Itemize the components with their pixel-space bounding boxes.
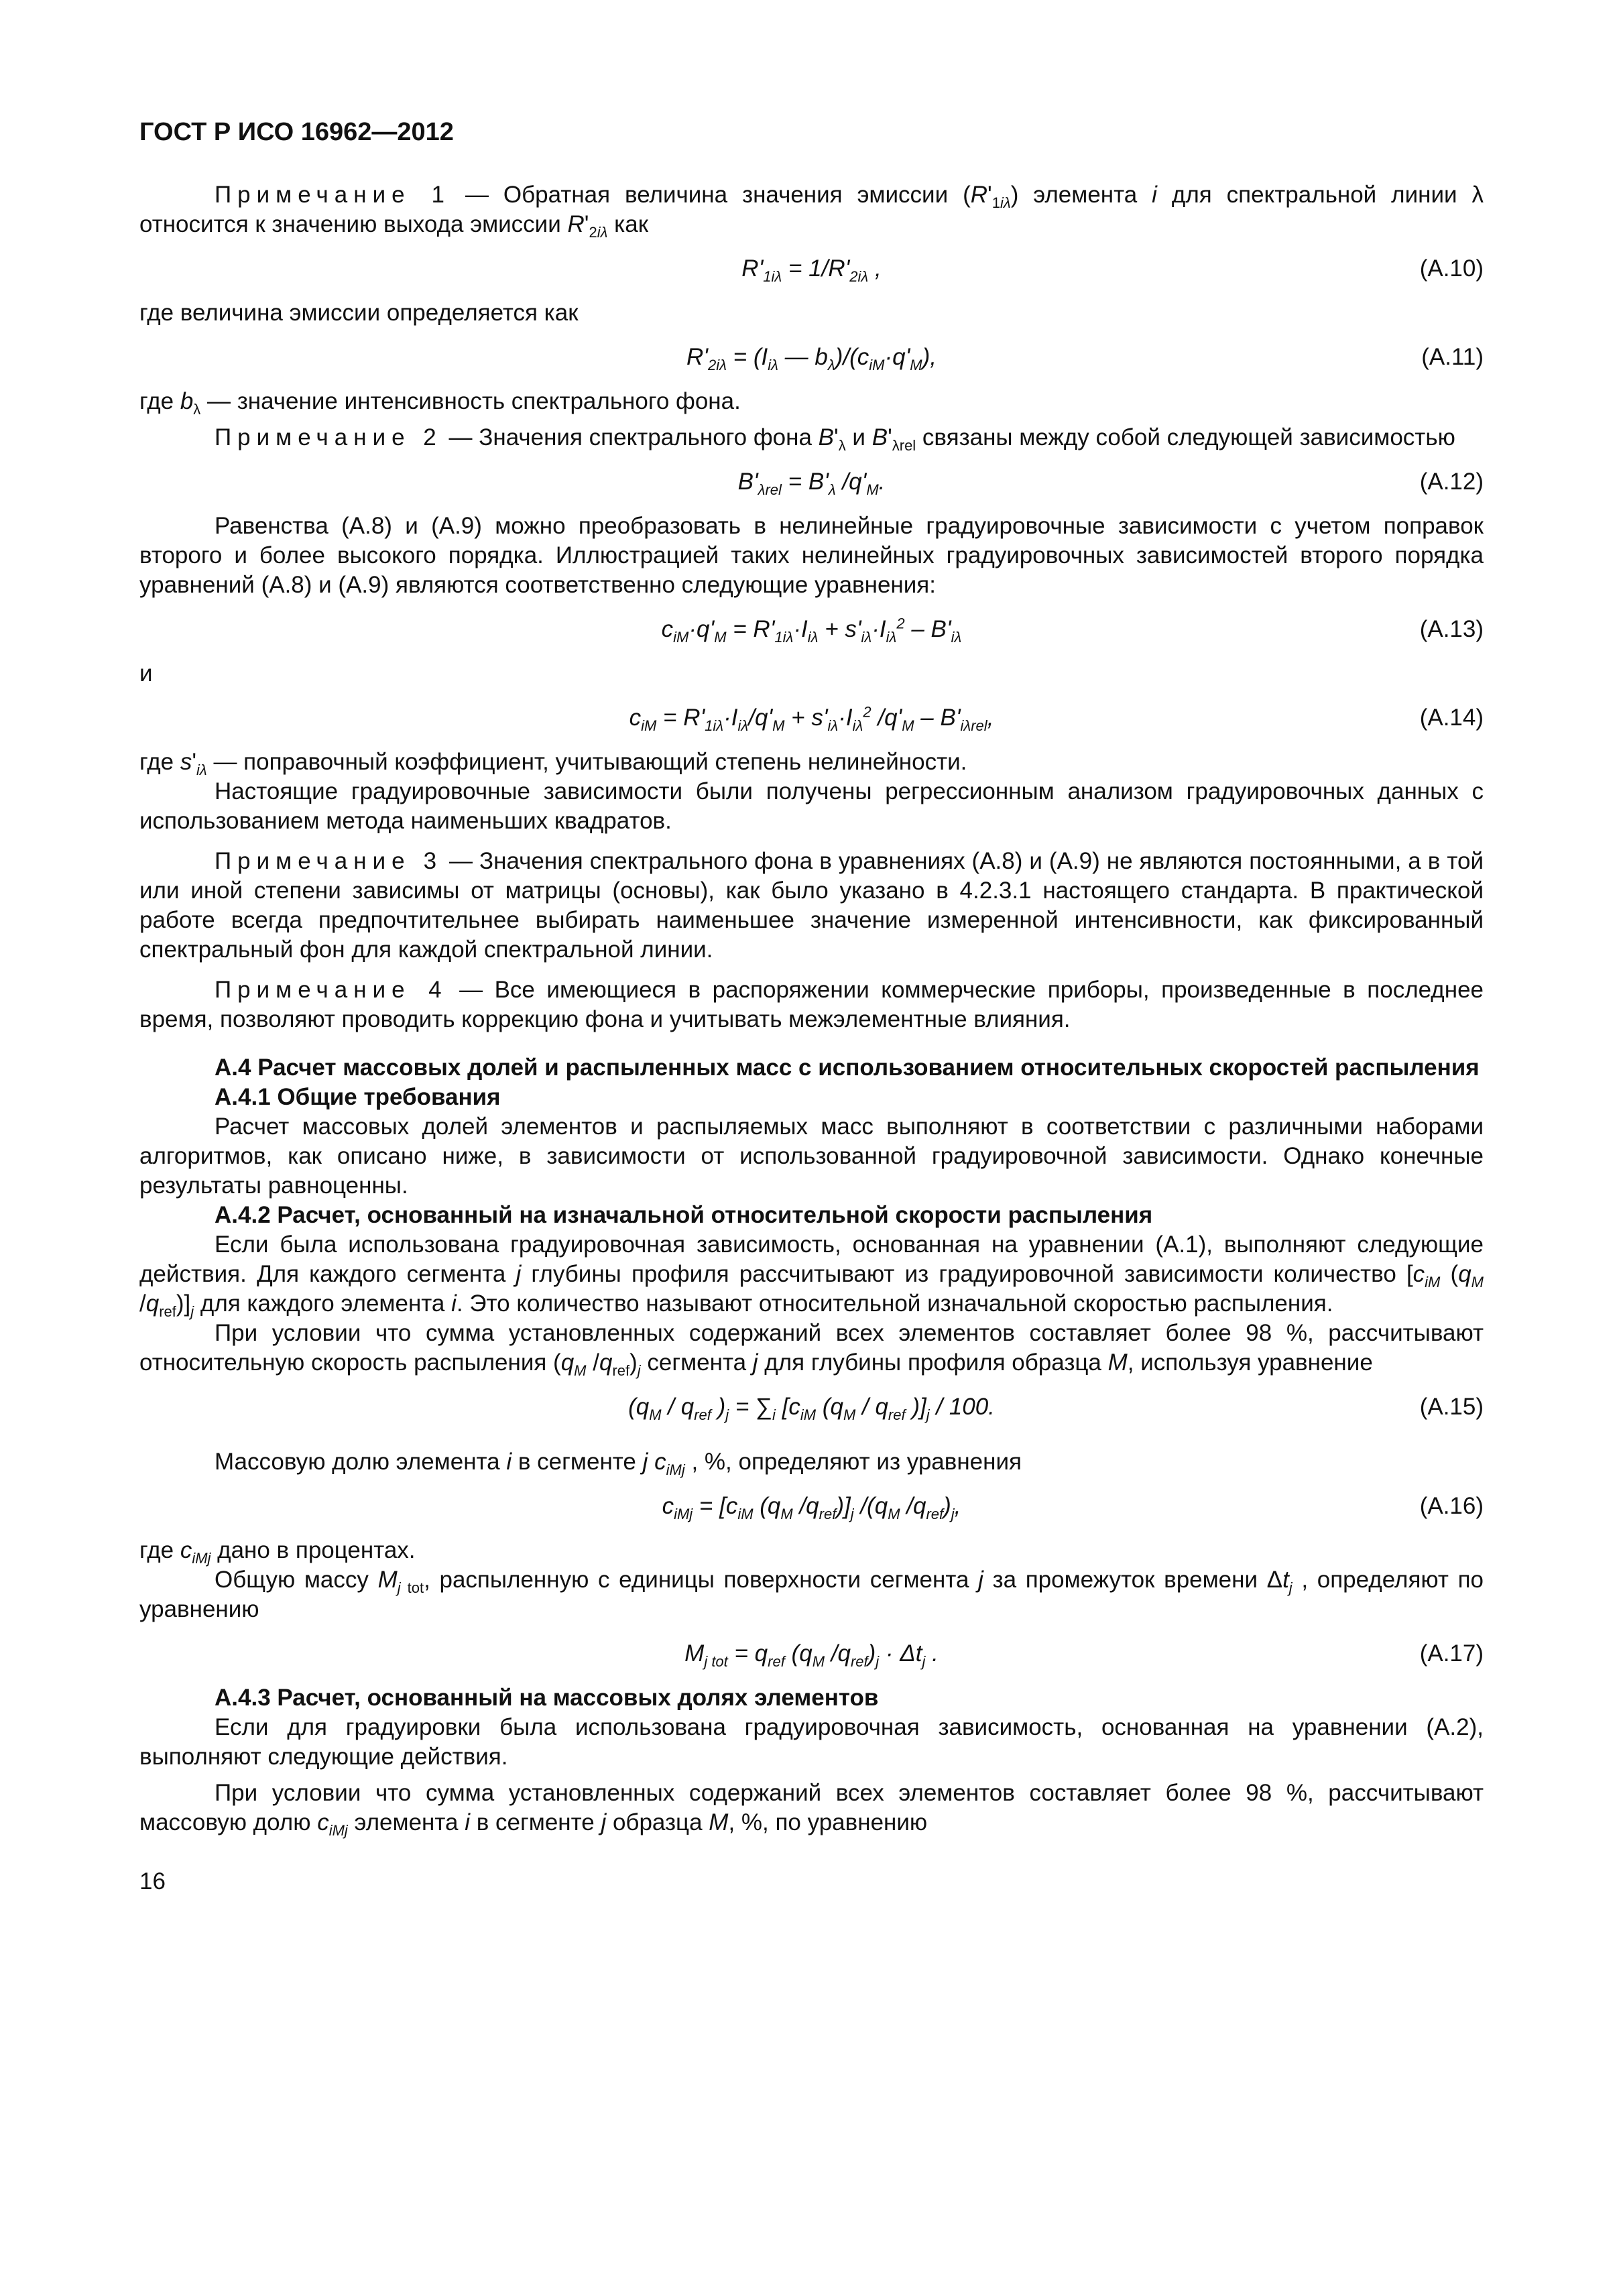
note-text: — Значения спектрального фона $B'_\lambda$ и $B'_{\lambda rel}$ связаны между собой следующей зависимостью (442, 424, 1455, 454)
section-heading-a42: А.4.2 Расчет, основанный на изначальной относительной скорости распыления (215, 1202, 1153, 1228)
note-4 (139, 975, 1484, 1034)
equation-formula: $R'_{2i\lambda} = (I_{i\lambda}$ — $b_\lambda)/(c_{iM}\cdot q'_M)$, (686, 344, 937, 373)
paragraph: Расчет массовых долей элементов и распыляемых масс выполняют в соответствии с различными наборами алгоритмов, как описано ниже, в зависимости от использованной градуировочной зависимости. Однако конечные результаты равноценны. (139, 1113, 1484, 1199)
note-label: Примечание 4 (215, 977, 448, 1003)
equation-a16 (139, 1492, 1484, 1521)
paragraph: Равенства (А.8) и (А.9) можно преобразовать в нелинейные градуировочные зависимости с учетом поправок второго и более высокого порядка. Иллюстрацией таких нелинейных градуировочных зависимостей второго порядка уравнений (А.8) и (А.9) являются соответственно следующие уравнения: (139, 513, 1484, 598)
paragraph: и (139, 660, 153, 686)
section-heading-a41: А.4.1 Общие требования (215, 1084, 501, 1110)
note-2 (139, 423, 1484, 452)
paragraph: Общую массу $M_{j tot}$, распыленную с единицы поверхности сегмента j за промежуток времени $\Delta t_j$ , определяют по уравнению (139, 1567, 1484, 1622)
document-header: ГОСТ Р ИСО 16962—2012 (139, 118, 454, 146)
paragraph: Если для градуировки была использована градуировочная зависимость, основанная на уравнении (А.2), выполняют следующие действия. (139, 1714, 1484, 1770)
note-text: — Значения спектрального фона в уравнениях (А.8) и (А.9) не являются постоянными, а в той или иной степени зависимы от матрицы (основы), как было указано в 4.2.3.1 настоящего стандарта. В практической работе всегда предпочтительнее выбирать наименьшее значение измеренной интенсивности, как фиксированный спектральный фон для каждой спектральной линии. (139, 848, 1484, 963)
equation-number: (А.11) (1421, 344, 1484, 370)
equation-number: (А.12) (1419, 469, 1484, 495)
equation-formula: $R'_{1i\lambda} = 1/R'_{2i\lambda}$ , (741, 255, 882, 285)
equation-number: (А.15) (1419, 1394, 1484, 1420)
equation-number: (А.16) (1419, 1493, 1484, 1519)
section-heading-a43: А.4.3 Расчет, основанный на массовых долях элементов (215, 1685, 879, 1711)
note-3 (139, 847, 1484, 965)
equation-formula: ($q_M / q_{ref}$ )$_j = \sum_i$ [$c_{iM}$ ($q_M / q_{ref}$ )]$_j / 100$. (628, 1394, 995, 1423)
note-label: Примечание 1 (215, 182, 450, 208)
equation-number: (А.14) (1419, 705, 1484, 731)
equation-number: (А.10) (1419, 255, 1484, 282)
note-label: Примечание 2 (215, 424, 442, 450)
note-label: Примечание 3 (215, 848, 443, 874)
page-number: 16 (139, 1868, 166, 1894)
paragraph: При условии что сумма установленных содержаний всех элементов составляет более 98 %, рассчитывают относительную скорость распыления ($q_M$ $/q_{ref})_j$ сегмента j для глубины профиля образца M, используя уравнение (139, 1320, 1484, 1379)
equation-formula: $c_{iM}\cdot q'_M = R'_{1i\lambda}\cdot I_{i\lambda} + s'_{i\lambda}\cdot I_{i\lambda}^2 - B'_{i\lambda}$ (661, 615, 962, 646)
paragraph: где $b_\lambda$ — значение интенсивность спектрального фона. (139, 388, 741, 418)
paragraph: Настоящие градуировочные зависимости были получены регрессионным анализом градуировочных данных с использованием метода наименьших квадратов. (139, 778, 1484, 834)
equation-formula: $c_{iM} = R'_{1i\lambda}\cdot I_{i\lambda}/q'_M + s'_{i\lambda}\cdot I_{i\lambda}^2$ $/q'_M - B'_{i\lambda rel}$, (629, 703, 994, 734)
equation-a15 (139, 1392, 1484, 1433)
equation-number: (А.13) (1419, 616, 1484, 642)
paragraph: При условии что сумма установленных содержаний всех элементов составляет более 98 %, рассчитывают массовую долю $c_{iMj}$ элемента i в сегменте j образца M, %, по уравнению (139, 1780, 1484, 1839)
equation-a11 (139, 343, 1484, 372)
section-heading-a4: А.4 Расчет массовых долей и распыленных масс с использованием относительных скоростей распыления (215, 1054, 1480, 1081)
equation-a17 (139, 1639, 1484, 1669)
equation-formula: $c_{iMj} = [c_{iM}$ ($q_M$ $/q_{ref})]_j$ $/(q_M$ $/q_{ref})_j$, (662, 1493, 961, 1522)
note-text: — Все имеющиеся в распоряжении коммерческие приборы, произведенные в последнее время, позволяют проводить коррекцию фона и учитывать межэлементные влияния. (139, 977, 1484, 1032)
paragraph: Массовую долю элемента i в сегменте j $c_{iMj}$ , %, определяют из уравнения (215, 1449, 1022, 1478)
equation-a12 (139, 467, 1484, 497)
paragraph: где $c_{iMj}$ дано в процентах. (139, 1537, 416, 1567)
equation-a13 (139, 615, 1484, 644)
note-text: — Обратная величина значения эмиссии $(R'_{1i\lambda})$ элемента i для спектральной линии λ относится к значению выхода эмиссии $R'_{2i\lambda}$ как (139, 182, 1484, 241)
equation-formula: $B'_{\lambda rel} = B'_\lambda$ $/q'_M$. (737, 469, 886, 498)
equation-a14 (139, 703, 1484, 733)
paragraph: где величина эмиссии определяется как (139, 300, 579, 326)
paragraph: где $s'_{i\lambda}$ — поправочный коэффициент, учитывающий степень нелинейности. (139, 749, 967, 778)
equation-number: (А.17) (1419, 1640, 1484, 1667)
equation-a10 (139, 254, 1484, 284)
paragraph: Если была использована градуировочная зависимость, основанная на уравнении (А.1), выполняют следующие действия. Для каждого сегмента j глубины профиля рассчитывают из градуировочной зависимости количество [$c_{iM}$ ($q_M$ $/q_{ref})]_j$ для каждого элемента i. Это количество называют относительной изначальной скоростью распыления. (139, 1231, 1484, 1320)
note-1 (139, 180, 1484, 239)
document-page (139, 117, 1484, 1896)
equation-formula: $M_{j tot} = q_{ref}$ ($q_M$ $/q_{ref})_j \cdot \Delta t_j$ . (684, 1640, 939, 1670)
